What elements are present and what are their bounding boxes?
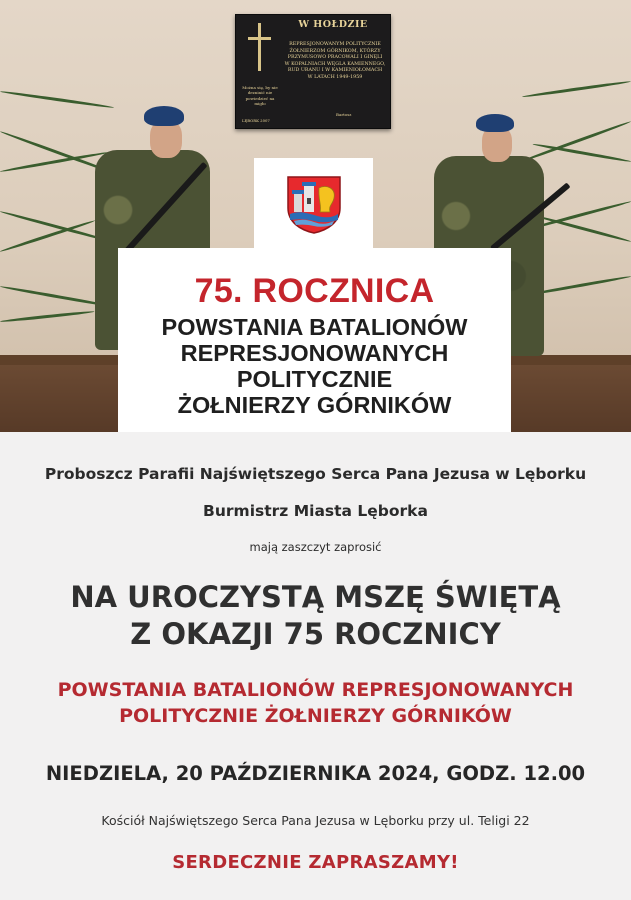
host-parish-priest: Proboszcz Parafii Najświętszego Serca Pana Jezusa w Lęborku (44, 465, 587, 483)
coat-of-arms-icon (284, 174, 344, 234)
plaque-signature: Bartosz (336, 112, 352, 117)
honor-phrase: mają zaszczyt zaprosić (249, 540, 382, 554)
crest-box (254, 158, 373, 250)
plaque-date: LĘBORK 2007 (242, 118, 270, 123)
title-box (118, 248, 511, 432)
mass-headline: NA UROCZYSTĄ MSZĘ ŚWIĘTĄ Z OKAZJI 75 ROCZNICY (70, 580, 561, 651)
event-place: Kościół Najświętszego Serca Pana Jezusa w Lęborku przy ul. Teligi 22 (101, 813, 530, 828)
anniversary-title: 75. ROCZNICA (194, 272, 435, 310)
beret-right (476, 114, 514, 132)
event-name: POWSTANIA BATALIONÓW REPRESJONOWANYCH POLITYCZNIE ŻOŁNIERZY GÓRNIKÓW (57, 679, 574, 727)
plaque-title: W HOŁDZIE (298, 19, 368, 30)
invitation-text (0, 432, 631, 900)
plaque-text: REPRESJONOWANYM POLITYCZNIE ŻOŁNIERZOM GÓRNIKOM, KTÓRZY PRZYMUSOWO PRACOWALI I GINĘLI W KOPALNIACH WĘGLA KAMIENNEGO, RUD URANU I W KAMIENIOŁOMACH W LATACH 1949-1959 (284, 42, 386, 80)
event-datetime: NIEDZIELA, 20 PAŹDZIERNIKA 2024, GODZ. 12.00 (45, 762, 586, 785)
plaque-motto: Można się, by nie dezninić nie powiedzieć na migło (242, 85, 278, 107)
closing-invitation: SERDECZNIE ZAPRASZAMY! (172, 852, 459, 873)
beret-left (144, 106, 184, 126)
anniversary-subtitle: POWSTANIA BATALIONÓW REPRESJONOWANYCH POLITYCZNIE ŻOŁNIERZY GÓRNIKÓW (161, 314, 468, 418)
cross-icon (258, 23, 261, 71)
memorial-plaque (235, 14, 391, 129)
host-mayor: Burmistrz Miasta Lęborka (203, 502, 428, 520)
